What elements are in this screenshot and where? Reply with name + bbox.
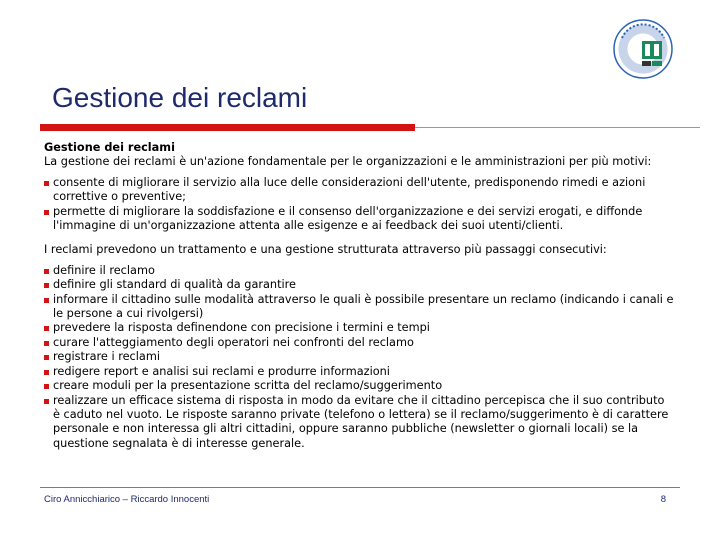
list-item: permette di migliorare la soddisfazione e il consenso dell'organizzazione e dei servizi erogati, e diffonde l'immagine di un'organizzazione attenta alle esigenze e ai feedback dei suoi utenti/clienti.	[44, 205, 674, 234]
list-item: prevedere la risposta definendone con precisione i termini e tempi	[44, 321, 674, 335]
list-item: informare il cittadino sulle modalità attraverso le quali è possibile presentare un reclamo (indicando i canali e le persone a cui rivolgersi)	[44, 293, 674, 322]
list-item: definire il reclamo	[44, 264, 674, 278]
page-number: 8	[660, 494, 666, 505]
intro-text: La gestione dei reclami è un'azione fondamentale per le organizzazioni e le amministrazioni per più motivi:	[44, 155, 652, 169]
section-heading: Gestione dei reclami	[44, 141, 175, 154]
list-item: redigere report e analisi sui reclami e produrre informazioni	[44, 365, 674, 379]
reasons-list	[44, 176, 674, 234]
slide-title: Gestione dei reclami	[52, 82, 308, 113]
list-item: realizzare un efficace sistema di risposta in modo da evitare che il cittadino percepisca che il suo contributo è caduto nel vuoto. Le risposte saranno private (telefono o lettera) se il reclamo/suggerimento è di carattere personale e non interessa gli altri cittadini, oppure saranno pubbliche (newsletter o giornali locali) se la questione segnalata è di interesse generale.	[44, 394, 674, 452]
footer-divider	[40, 487, 680, 488]
steps-intro-text: I reclami prevedono un trattamento e una gestione strutturata attraverso più passaggi consecutivi:	[44, 243, 607, 257]
footer-authors: Ciro Annicchiarico – Riccardo Innocenti	[44, 494, 210, 505]
logo-icon	[612, 18, 674, 80]
steps-list	[44, 264, 674, 451]
list-item: consente di migliorare il servizio alla luce delle considerazioni dell'utente, predisponendo rimedi e azioni correttive o preventive;	[44, 176, 674, 205]
list-item: definire gli standard di qualità da garantire	[44, 278, 674, 292]
list-item: creare moduli per la presentazione scritta del reclamo/suggerimento	[44, 379, 674, 393]
list-item: registrare i reclami	[44, 350, 674, 364]
slide-body	[44, 141, 674, 451]
list-item: curare l'atteggiamento degli operatori nei confronti del reclamo	[44, 336, 674, 350]
title-accent-bar	[40, 124, 415, 131]
